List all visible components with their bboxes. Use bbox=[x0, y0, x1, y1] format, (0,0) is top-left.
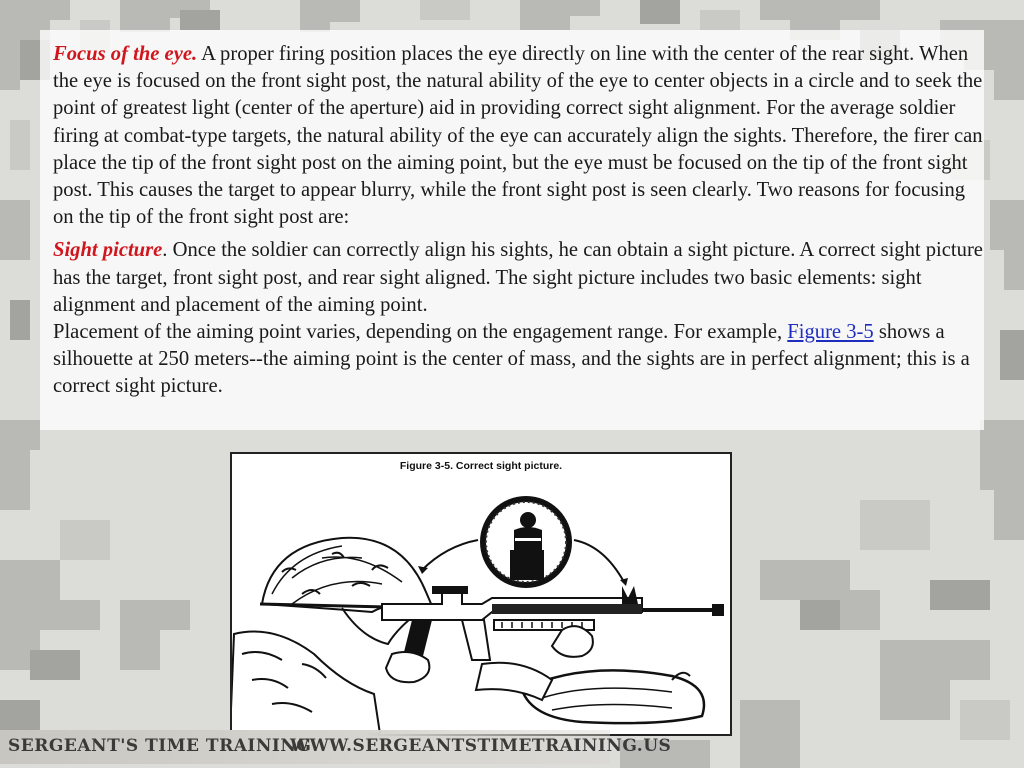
footer-banner bbox=[0, 730, 672, 764]
footer-brand: SERGEANT'S TIME TRAINING bbox=[8, 736, 312, 756]
soldier-firing-illustration bbox=[232, 454, 730, 734]
placement-text-after: shows a silhouette at 250 meters--the aiming point is the center of mass, and the sights are in perfect alignment; this is a correct sight picture. bbox=[53, 321, 970, 398]
focus-heading: Focus of the eye. bbox=[53, 43, 198, 65]
figure-3-5-link[interactable]: Figure 3-5 bbox=[787, 321, 874, 344]
figure-3-5 bbox=[230, 452, 732, 736]
focus-body: A proper firing position places the eye directly on line with the center of the rear sight. When the eye is focused on the front sight post, the natural ability of the eye to center objects in a circle and to seek the point of greatest light (center of the aperture) aid in providing correct sight alignment. For the average soldier firing at combat-type targets, the natural ability of the eye can accurately align the sights. Therefore, the firer can place the tip of the front sight post on the aiming point, but the eye must be focused on the tip of the front sight post. This causes the target to appear blurry, while the front sight post is seen clearly. Two reasons for focusing on the tip of the front sight post are: bbox=[53, 43, 983, 229]
sight-heading: Sight picture bbox=[53, 239, 163, 262]
focus-paragraph bbox=[53, 41, 983, 231]
placement-text-before: Placement of the aiming point varies, depending on the engagement range. For example, bbox=[53, 321, 788, 344]
figure-caption: Figure 3-5. Correct sight picture. bbox=[399, 460, 563, 472]
helmet-icon bbox=[260, 538, 432, 612]
sight-body: . Once the soldier can correctly align his sights, he can obtain a sight picture. A correct sight picture has the target, front sight post, and rear sight aligned. The sight picture includes two basic elements: sight alignment and placement of the aiming point. bbox=[53, 239, 983, 316]
sight-picture-icon bbox=[480, 496, 572, 588]
sight-paragraph bbox=[53, 237, 983, 400]
footer-url: WWW.SERGEANTSTIMETRAINING.US bbox=[290, 736, 672, 756]
body-text bbox=[53, 41, 983, 401]
rifle-icon bbox=[382, 586, 724, 664]
